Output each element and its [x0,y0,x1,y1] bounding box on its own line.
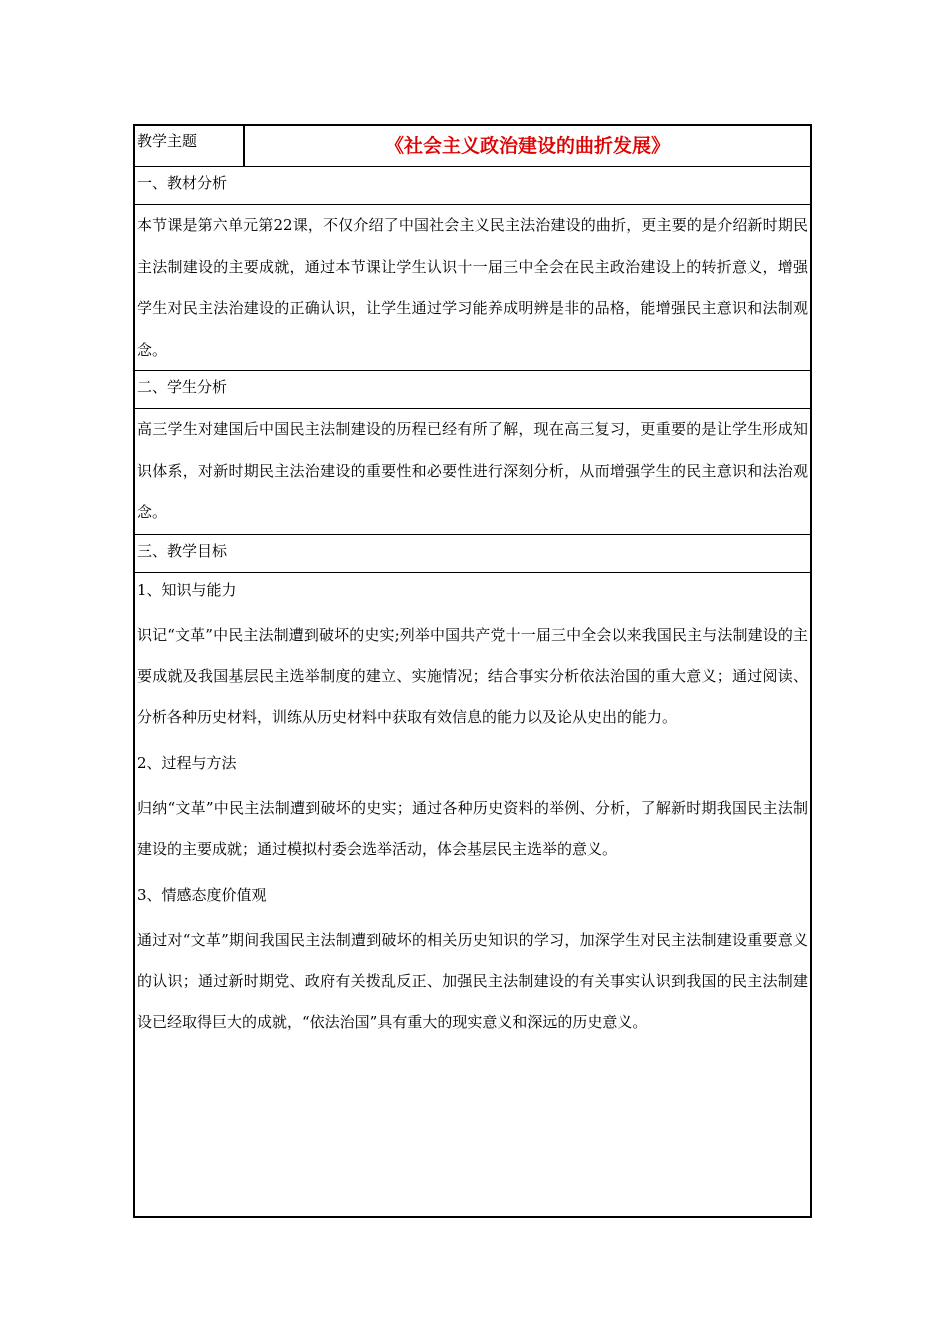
values-text: 通过对“文革”期间我国民主法制遭到破坏的相关历史知识的学习，加深学生对民主法制建设重要意义的认识；通过新时期党、政府有关拨乱反正、加强民主法制建设的有关事实认识到我国的民主法制建设已经取得巨大的成就，“依法治国”具有重大的现实意义和深远的历史意义。 [137,931,808,1031]
section-heading-students: 二、学生分析 [135,370,810,408]
section-heading-textbook: 一、教材分析 [135,166,810,204]
topic-label: 教学主题 [135,126,245,166]
process-heading: 2、过程与方法 [137,754,237,772]
student-analysis-text: 高三学生对建国后中国民主法制建设的历程已经有所了解，现在高三复习，更重要的是让学生形成知识体系，对新时期民主法治建设的重要性和必要性进行深刻分析，从而增强学生的民主意识和法治观念。 [135,408,810,534]
textbook-analysis-text: 本节课是第六单元第22课，不仅介绍了中国社会主义民主法治建设的曲折，更主要的是介绍新时期民主法制建设的主要成就，通过本节课让学生认识十一届三中全会在民主政治建设上的转折意义，增强学生对民主法治建设的正确认识，让学生通过学习能养成明辨是非的品格，能增强民主意识和法制观念。 [135,204,810,370]
values-heading: 3、情感态度价值观 [137,886,267,904]
section-heading-goals: 三、教学目标 [135,534,810,572]
goals-cell [135,572,810,1216]
knowledge-text: 识记“文革”中民主法制遭到破坏的史实;列举中国共产党十一届三中全会以来我国民主与法制建设的主要成就及我国基层民主选举制度的建立、实施情况；结合事实分析依法治国的重大意义；通过阅读、分析各种历史材料，训练从历史材料中获取有效信息的能力以及论从史出的能力。 [137,626,808,726]
process-text: 归纳“文革”中民主法制遭到破坏的史实；通过各种历史资料的举例、分析，了解新时期我国民主法制建设的主要成就；通过模拟村委会选举活动，体会基层民主选举的意义。 [137,799,808,858]
lesson-title: 《社会主义政治建设的曲折发展》 [384,135,670,157]
lesson-plan-table [133,124,812,1218]
title-row [135,126,810,166]
knowledge-heading: 1、知识与能力 [137,581,237,599]
